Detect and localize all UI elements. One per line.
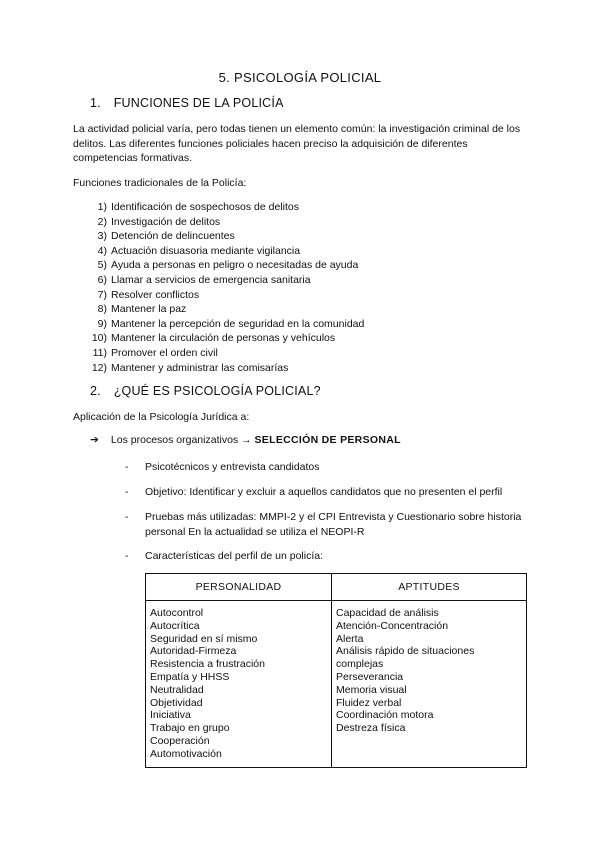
table-header-aptitudes: APTITUDES <box>332 574 527 601</box>
table-cell-item: Autoridad-Firmeza <box>150 645 237 658</box>
table-cell-item: Perseverancia <box>336 670 404 683</box>
profile-table <box>145 573 527 768</box>
functions-list-heading: Funciones tradicionales de la Policía: <box>73 177 247 189</box>
section-2-heading <box>90 384 321 398</box>
list-item: 5) Ayuda a personas en peligro o necesitadas de ayuda <box>97 259 359 272</box>
table-cell-item: Coordinación motora <box>336 709 434 722</box>
personalidad-cell <box>146 601 332 768</box>
process-bullet <box>90 434 401 446</box>
list-item: 7) Resolver conflictos <box>97 288 200 301</box>
list-item: - Pruebas más utilizadas: MMPI-2 y el CPI Entrevista y Cuestionario sobre historia personal En la actualidad se utiliza el NEOPI-R <box>125 511 522 538</box>
table-cell-item: Automotivación <box>150 747 222 760</box>
chapter-title: 5. PSICOLOGÍA POLICIAL <box>218 70 382 85</box>
table-header-personalidad: PERSONALIDAD <box>146 574 332 601</box>
table-cell-item: Destreza física <box>336 722 406 735</box>
list-item: - Características del perfil de un policía: <box>125 550 324 562</box>
table-cell-item: Fluidez verbal <box>336 696 402 709</box>
section-2-title: ¿QUÉ ES PSICOLOGÍA POLICIAL? <box>113 384 321 398</box>
list-item: 9) Mantener la percepción de seguridad en la comunidad <box>97 317 365 330</box>
list-item: 6) Llamar a servicios de emergencia sanitaria <box>97 273 311 286</box>
list-item: 8) Mantener la paz <box>97 303 187 316</box>
table-cell-item: Iniciativa <box>150 709 191 722</box>
table-cell-item: Neutralidad <box>150 683 204 696</box>
list-item: - Psicotécnicos y entrevista candidatos <box>125 461 320 473</box>
list-item: 10) Mantener la circulación de personas y vehículos <box>91 332 336 345</box>
list-item: 11) Promover el orden civil <box>92 346 218 359</box>
list-item: 2) Investigación de delitos <box>97 215 221 228</box>
table-cell-item: Seguridad en sí mismo <box>150 632 258 645</box>
section-1-intro: La actividad policial varía, pero todas tienen un elemento común: la investigación criminal de los delitos. Las diferentes funciones policiales hacen preciso la adquisición de diferentes competencias formativas. <box>73 123 521 164</box>
list-item: 12) Mantener y administrar las comisarías <box>91 361 289 374</box>
table-cell-item: Objetividad <box>150 696 203 709</box>
section-1-title: FUNCIONES DE LA POLICÍA <box>113 96 284 110</box>
table-cell-item: Resistencia a frustración <box>150 658 265 671</box>
list-item: - Objetivo: Identificar y excluir a aquellos candidatos que no presenten el perfil <box>125 486 503 498</box>
section-2-intro: Aplicación de la Psicología Jurídica a: <box>73 411 250 423</box>
table-cell-item: Autocontrol <box>150 607 204 619</box>
table-cell-item: Empatía y HHSS <box>150 670 230 683</box>
table-cell-item: Capacidad de análisis <box>336 607 439 619</box>
table-cell-item: Alerta <box>336 632 364 645</box>
table-cell-item: Atención-Concentración <box>336 619 449 632</box>
section-1-number: 1. <box>90 96 101 110</box>
table-cell-item: Memoria visual <box>336 683 407 696</box>
aptitudes-cell <box>332 601 527 768</box>
arrow-right-icon: ➔ <box>90 434 99 446</box>
table-cell-item: Cooperación <box>150 734 210 747</box>
section-1-heading <box>90 96 284 110</box>
process-text: Los procesos organizativos → <box>110 434 252 446</box>
table-cell-item: Análisis rápido de situaciones <box>336 645 475 658</box>
table-cell-item: Trabajo en grupo <box>150 722 230 735</box>
list-item: 3) Detención de delincuentes <box>97 230 235 243</box>
list-item: 1) Identificación de sospechosos de delitos <box>97 201 299 213</box>
table-cell-item: Autocrítica <box>150 619 200 632</box>
section-2-number: 2. <box>90 384 101 398</box>
process-bold-text: SELECCIÓN DE PERSONAL <box>254 434 401 446</box>
functions-list <box>88 200 364 375</box>
table-cell-item: complejas <box>336 658 384 671</box>
list-item: 4) Actuación disuasoria mediante vigilancia <box>97 244 301 257</box>
